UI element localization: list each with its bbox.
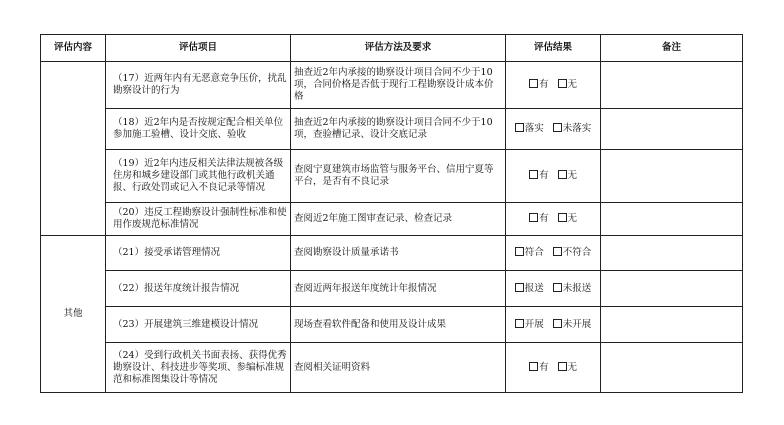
result-cell [506,203,601,236]
table-row [41,203,743,236]
evaluation-table [40,34,743,393]
item-text: （17）近两年内有无恶意竞争压价，扰乱勘察设计的行为 [113,73,287,96]
category-cell: 其他 [41,236,106,393]
note-cell[interactable] [601,307,743,343]
method-cell: 抽查近2年内承接的勘察设计项目合同不少于10项，查验槽记录、设计交底记录 [291,109,506,150]
result-option[interactable] [515,247,544,259]
note-cell[interactable] [601,236,743,271]
result-option-label: 未开展 [562,318,592,330]
result-option-label: 有 [538,170,549,181]
header-method: 评估方法及要求 [291,35,506,62]
header-category: 评估内容 [41,35,106,62]
table-row [41,62,743,109]
result-cell [506,62,601,109]
result-option[interactable] [515,123,544,135]
category-cell [41,62,106,236]
note-cell[interactable] [601,343,743,393]
result-cell [506,236,601,271]
item-cell [106,150,291,203]
method-cell: 查阅勘察设计质量承诺书 [291,236,506,271]
result-option-label: 有 [538,213,549,224]
result-option-label: 开展 [524,318,544,330]
item-text: （19）近2年内违反相关法律法规被各级住房和城乡建设部门或其他行政机关通报、行政处罚或记入不良记录等情况 [113,158,284,193]
result-option-label: 有 [538,361,549,373]
checkbox-icon[interactable] [558,170,567,179]
header-item: 评估项目 [106,35,291,62]
method-cell: 查阅相关证明资料 [291,343,506,393]
result-cell [506,343,601,393]
item-text: （21）接受承诺管理情况 [113,247,221,258]
result-option[interactable] [515,283,544,295]
item-text: （20）违反工程勘察设计强制性标准和使用作废规范标准情况 [113,207,287,230]
table-row [41,343,743,393]
checkbox-icon[interactable] [558,362,567,371]
table-row [41,109,743,150]
checkbox-icon[interactable] [515,123,524,132]
item-cell [106,307,291,343]
result-cell [506,109,601,150]
checkbox-icon[interactable] [529,213,538,222]
note-cell[interactable] [601,150,743,203]
checkbox-icon[interactable] [529,362,538,371]
item-cell [106,62,291,109]
result-option[interactable] [558,213,578,225]
table-row [41,307,743,343]
table-row [41,236,743,271]
note-cell[interactable] [601,109,743,150]
header-result: 评估结果 [506,35,601,62]
note-cell[interactable] [601,203,743,236]
result-option[interactable] [558,362,578,374]
checkbox-icon[interactable] [515,283,524,292]
result-option[interactable] [553,319,592,331]
item-text: （18）近2年内是否按规定配合相关单位参加施工验槽、设计交底、验收 [113,117,284,140]
item-cell [106,343,291,393]
checkbox-icon[interactable] [515,319,524,328]
checkbox-icon[interactable] [553,123,562,132]
checkbox-icon[interactable] [529,79,538,88]
checkbox-icon[interactable] [553,283,562,292]
checkbox-icon[interactable] [553,247,562,256]
result-option[interactable] [553,283,592,295]
result-option[interactable] [558,170,578,182]
result-option-label: 落实 [524,123,544,134]
checkbox-icon[interactable] [553,319,562,328]
result-option-label: 符合 [524,247,544,258]
item-cell [106,109,291,150]
method-cell: 抽查近2年内承接的勘察设计项目合同不少于10项，合同价格是否低于现行工程勘察设计成本价格 [291,62,506,109]
table-row [41,271,743,307]
result-cell [506,150,601,203]
checkbox-icon[interactable] [558,213,567,222]
result-option-label: 无 [567,170,578,181]
item-cell [106,236,291,271]
table-row [41,150,743,203]
item-cell [106,203,291,236]
checkbox-icon[interactable] [529,170,538,179]
method-cell: 查阅近两年报送年度统计年报情况 [291,271,506,307]
result-option-label: 报送 [524,282,544,294]
result-option-label: 无 [567,361,578,373]
header-note: 备注 [601,35,743,62]
result-option[interactable] [529,213,549,225]
result-option[interactable] [558,79,578,91]
item-text: （24）受到行政机关书面表扬、获得优秀勘察设计、科技进步等奖项、参编标准规范和标准图集设计等情况 [113,349,287,385]
result-option[interactable] [553,247,592,259]
item-cell [106,271,291,307]
result-option-label: 无 [567,79,578,90]
item-text: （22）报送年度统计报告情况 [113,282,240,294]
item-text: （23）开展建筑三维建模设计情况 [113,318,259,330]
result-option-label: 未报送 [562,282,592,294]
result-option[interactable] [553,123,592,135]
result-cell [506,307,601,343]
result-option[interactable] [529,170,549,182]
method-cell: 查阅近2年施工图审查记录、检查记录 [291,203,506,236]
note-cell[interactable] [601,271,743,307]
result-option-label: 无 [567,213,578,224]
method-cell: 现场查看软件配备和使用及设计成果 [291,307,506,343]
result-option[interactable] [529,362,549,374]
checkbox-icon[interactable] [558,79,567,88]
result-option[interactable] [529,79,549,91]
result-option[interactable] [515,319,544,331]
header-row [41,35,743,62]
result-option-label: 未落实 [562,123,592,134]
method-cell: 查阅宁夏建筑市场监管与服务平台、信用宁夏等平台，是否有不良记录 [291,150,506,203]
result-option-label: 有 [538,79,549,90]
checkbox-icon[interactable] [515,247,524,256]
note-cell[interactable] [601,62,743,109]
result-cell [506,271,601,307]
result-option-label: 不符合 [562,247,592,258]
